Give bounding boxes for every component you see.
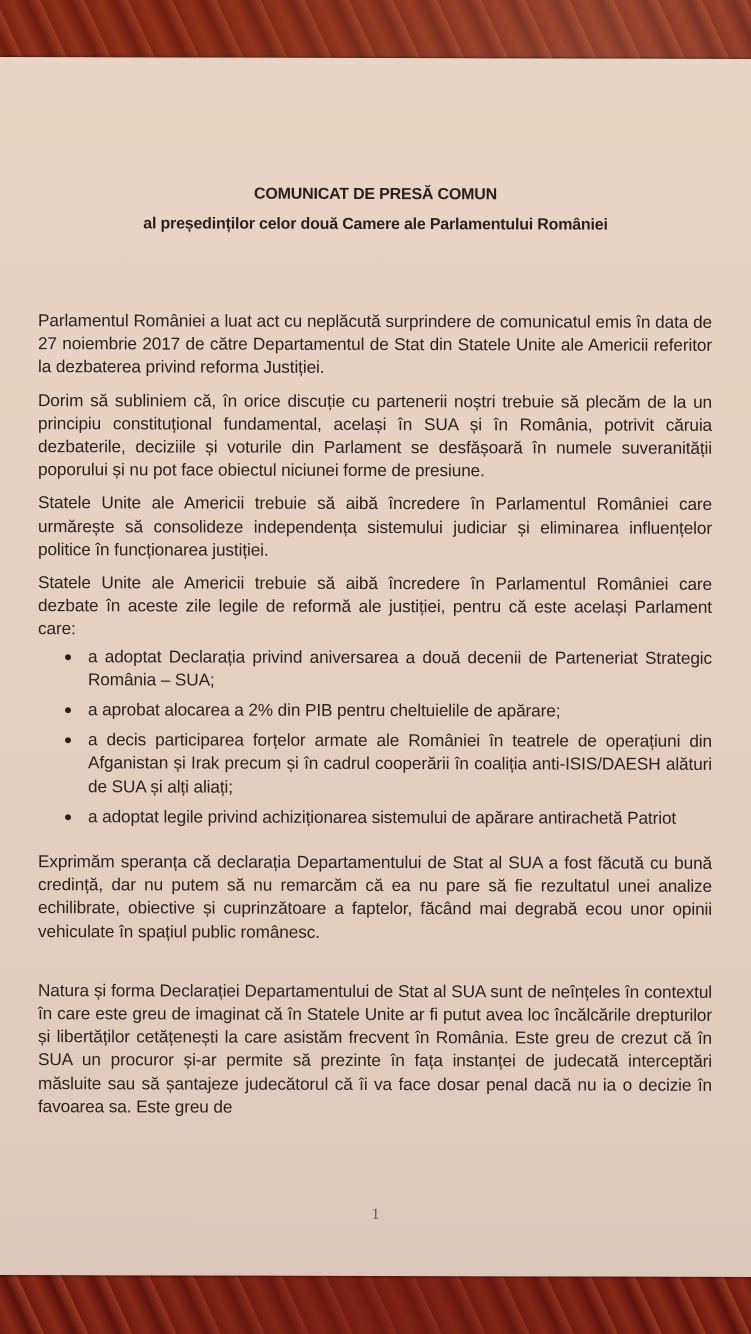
bullet-icon bbox=[65, 737, 71, 743]
document-page bbox=[0, 57, 751, 1277]
bullet-icon bbox=[65, 814, 71, 820]
paragraph-6: Natura și forma Declarației Departamentului de Stat al SUA sunt de neînțeles în contextul în care este greu de imaginat că în Statele Unite ar fi putut avea loc încălcările drepturilor și libertăților cetățenești la care asistăm frecvent în România. Este greu de crezut că în SUA un procuror și-ar permite să prezinte în fața instanței de judecată interceptări măsluite sau să șantajeze judecătorul că îi va face dosar penal dacă nu ia o decizie în favoarea sa. Este greu de bbox=[38, 979, 712, 1117]
paragraph-1: Parlamentul României a luat act cu neplăcută surprindere de comunicatul emis în data de 27 noiembrie 2017 de către Departamentul de Stat din Statele Unite ale Americii referitor la dezbaterea privind reforma Justiției. bbox=[38, 310, 712, 378]
bullet-icon bbox=[65, 707, 71, 713]
list-item-text: a decis participarea forțelor armate ale României în teatrele de operațiuni din Afganistan și Irak precum și în cadrul cooperării în coaliția anti-ISIS/DAESH alături de SUA și alți aliați; bbox=[88, 729, 712, 797]
page-number: 1 bbox=[371, 1205, 380, 1224]
paragraph-3: Statele Unite ale Americii trebuie să aibă încredere în Parlamentul României care urmărește să consolideze independența sistemului judiciar și eliminarea influențelor politice în funcționarea justiției. bbox=[38, 492, 712, 560]
paragraph-4: Statele Unite ale Americii trebuie să aibă încredere în Parlamentul României care dezbate în aceste zile legile de reformă ale justiției, pentru că este același Parlament care: bbox=[38, 572, 712, 639]
paragraph-5: Exprimăm speranța că declarația Departamentului de Stat al SUA a fost făcută cu bună credință, dar nu putem să nu remarcăm că ea nu pare să fie rezultatul unei analize echilibrate, obiective și cuprinzătoare a faptelor, făcând mai degrabă ecou unor opinii vehiculate în spațiul public românesc. bbox=[38, 851, 712, 942]
document-title: COMUNICAT DE PRESĂ COMUN bbox=[254, 185, 497, 204]
list-item bbox=[38, 645, 712, 693]
document-subtitle: al președinților celor două Camere ale Parlamentului României bbox=[143, 215, 608, 234]
achievements-list bbox=[38, 645, 712, 830]
document-body bbox=[38, 309, 712, 1130]
list-item bbox=[38, 805, 712, 830]
list-item-text: a aprobat alocarea a 2% din PIB pentru cheltuielile de apărare; bbox=[88, 699, 561, 721]
list-item-text: a adoptat Declarația privind aniversarea a două decenii de Parteneriat Strategic România – SUA; bbox=[88, 645, 712, 690]
list-item bbox=[38, 698, 712, 723]
paragraph-2: Dorim să subliniem că, în orice discuție cu partenerii noștri trebuie să plecăm de la un principiu constituțional fundamental, același în SUA și în România, potrivit căruia dezbaterile, deciziile și voturile din Parlament se desfășoară în numele suveranității poporului și nu pot face obiectul niciunei forme de presiune. bbox=[38, 389, 712, 481]
bullet-icon bbox=[65, 654, 71, 660]
list-item bbox=[38, 728, 712, 799]
list-item-text: a adoptat legile privind achiziționarea sistemului de apărare antirachetă Patriot bbox=[88, 806, 677, 828]
